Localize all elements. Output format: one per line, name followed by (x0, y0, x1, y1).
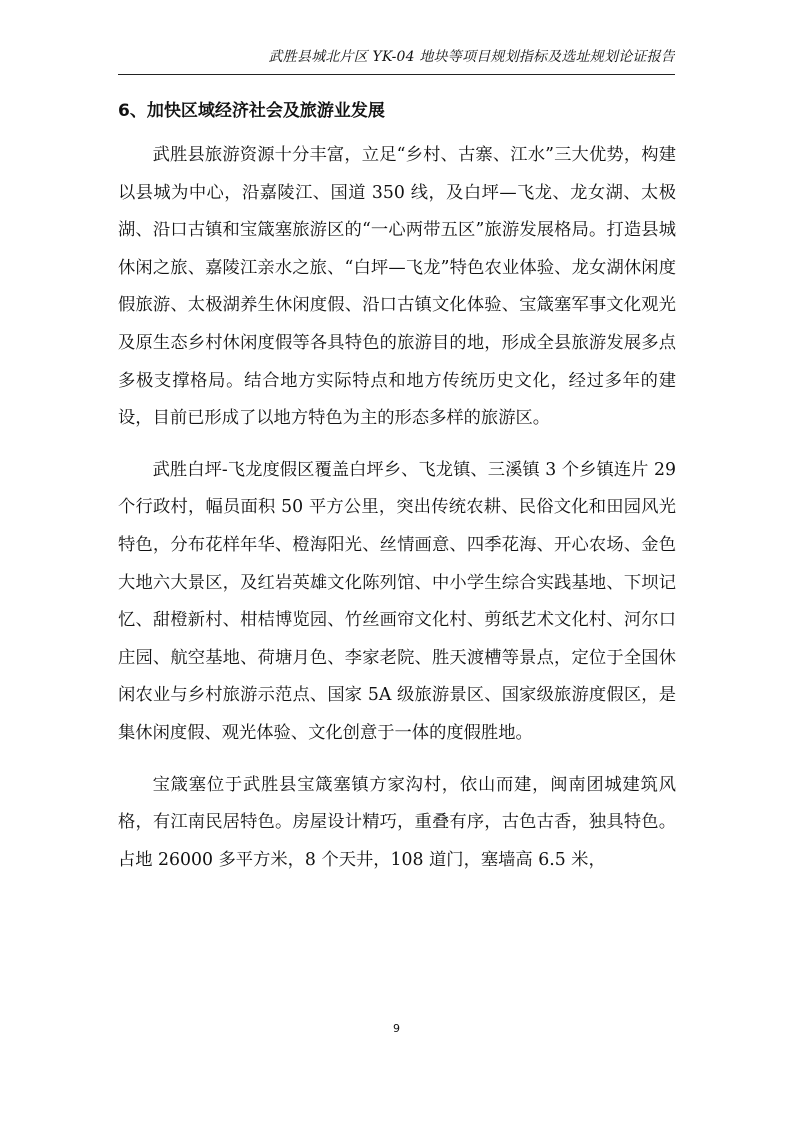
section-heading: 6、加快区域经济社会及旅游业发展 (118, 101, 385, 121)
body-text (118, 137, 676, 893)
paragraph-baiping-feilong: 武胜白坪-飞龙度假区覆盖白坪乡、飞龙镇、三溪镇 3 个乡镇连片 29 个行政村，幅员面积 50 平方公里，突出传统农耕、民俗文化和田园风光特色，分布花样年华、橙海阳光、丝情画意、四季花海、开心农场、金色大地六大景区，及红岩英雄文化陈列馆、中小学生综合实践基地、下坝记忆、甜橙新村、柑桔博览园、竹丝画帘文化村、剪纸艺术文化村、河尔口庄园、航空基地、荷塘月色、李家老院、胜天渡槽等景点，定位于全国休闲农业与乡村旅游示范点、国家 5A 级旅游景区、国家级旅游度假区，是集休闲度假、观光体验、文化创意于一体的度假胜地。 (118, 459, 676, 743)
paragraph-baozhensai: 宝箴塞位于武胜县宝箴塞镇方家沟村，依山而建，闽南团城建筑风格，有江南民居特色。房屋设计精巧，重叠有序，古色古香，独具特色。占地 26000 多平方米，8 个天井，108 道门，塞墙高 6.5 米， (118, 774, 676, 870)
header-divider (118, 74, 675, 75)
paragraph-tourism-overview: 武胜县旅游资源十分丰富，立足“乡村、古寨、江水”三大优势，构建以县城为中心，沿嘉陵江、国道 350 线，及白坪—飞龙、龙女湖、太极湖、沿口古镇和宝箴塞旅游区的“一心两带五区”旅游发展格局。打造县城休闲之旅、嘉陵江亲水之旅、“白坪—飞龙”特色农业体验、龙女湖休闲度假旅游、太极湖养生休闲度假、沿口古镇文化体验、宝箴塞军事文化观光及原生态乡村休闲度假等各具特色的旅游目的地，形成全县旅游发展多点多极支撑格局。结合地方实际特点和地方传统历史文化，经过多年的建设，目前已形成了以地方特色为主的形态多样的旅游区。 (118, 145, 676, 429)
page-number: 9 (393, 1022, 400, 1035)
running-header: 武胜县城北片区 YK-04 地块等项目规划指标及选址规划论证报告 (268, 49, 675, 65)
